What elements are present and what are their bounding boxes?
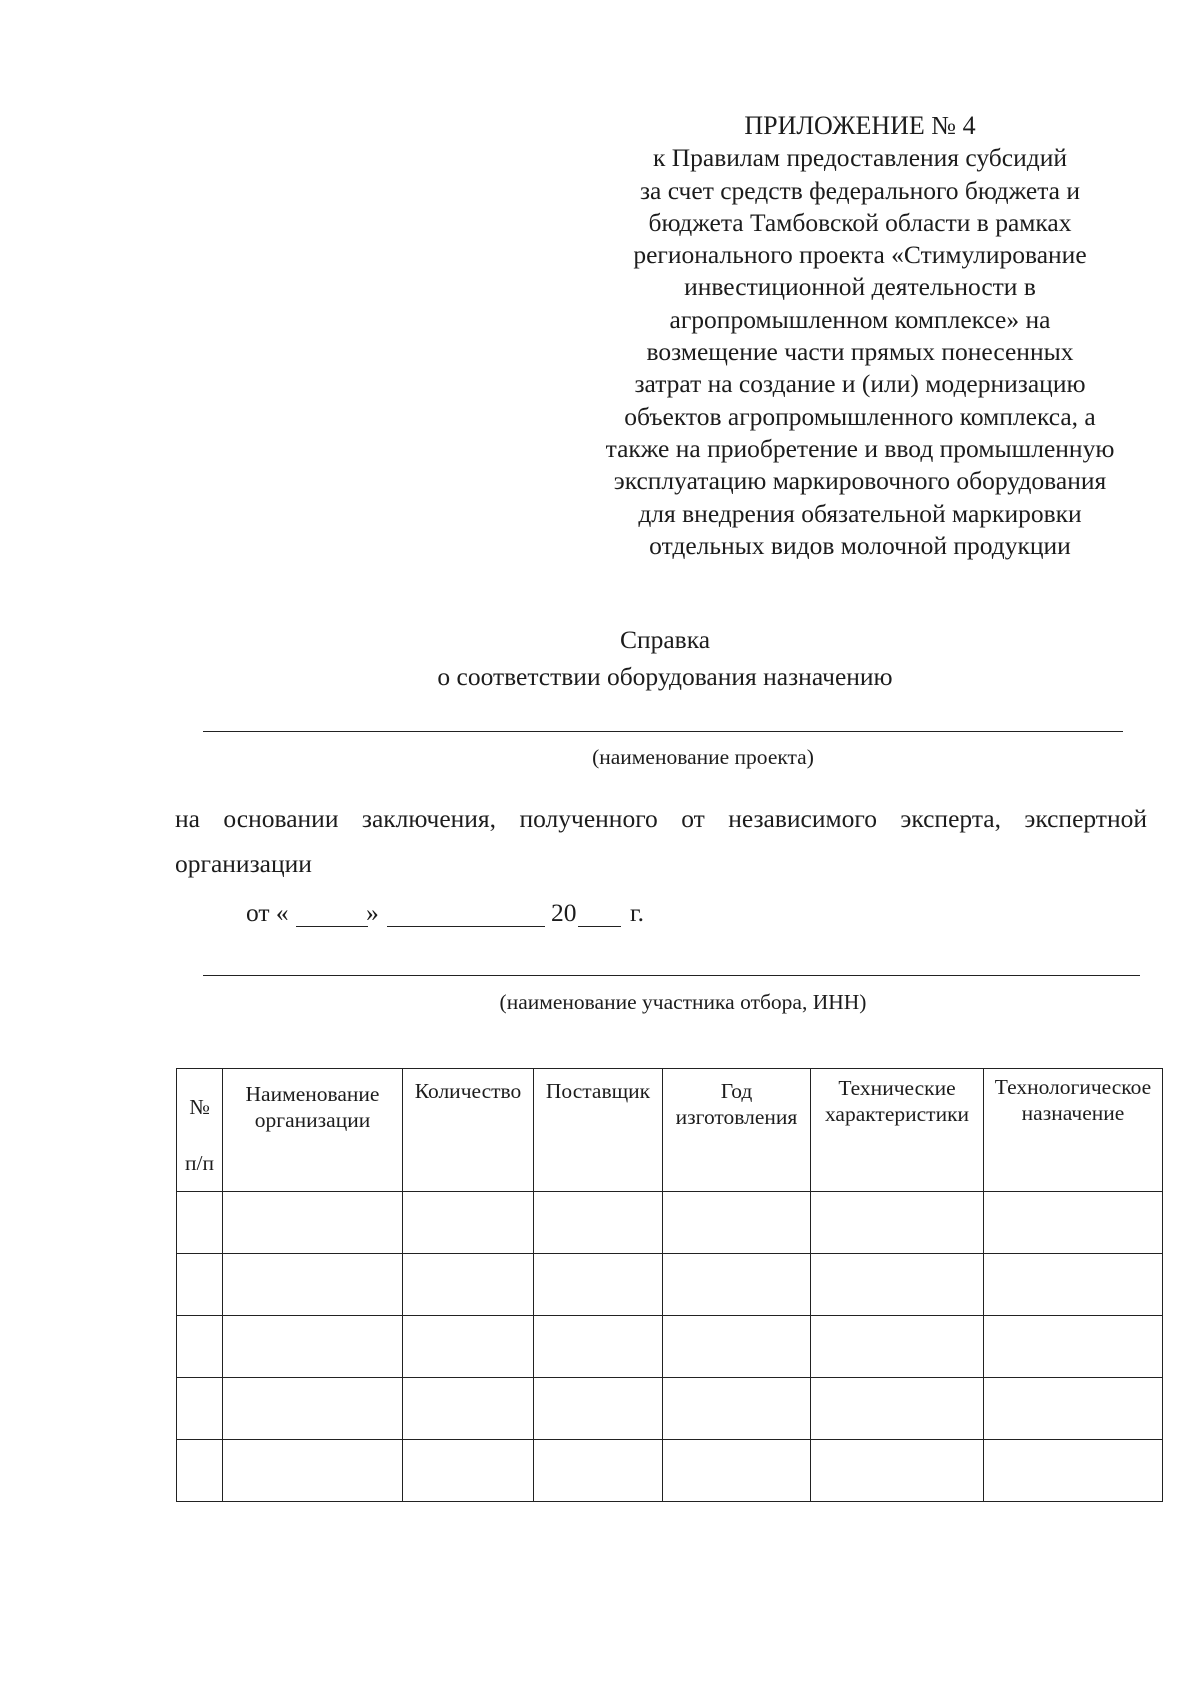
table-cell[interactable] [177,1192,223,1254]
document-subtitle: о соответствии оборудования назначению [437,662,893,691]
header-year-line2: изготовления [675,1105,798,1129]
appendix-block [575,110,1145,562]
header-technological-purpose [984,1069,1163,1192]
table-cell[interactable] [403,1192,534,1254]
appendix-line: также на приобретение и ввод промышленную [605,433,1115,463]
appendix-line: возмещение части прямых понесенных [646,337,1074,367]
header-supplier-line1: Поставщик [545,1079,651,1103]
table-cell[interactable] [534,1440,663,1502]
appendix-line: агропромышленном комплексе» на [669,304,1051,334]
table-cell[interactable] [663,1440,811,1502]
table-row [177,1192,1163,1254]
table-cell[interactable] [223,1440,403,1502]
table-cell[interactable] [177,1440,223,1502]
date-suffix: г. [630,898,644,927]
project-name-field[interactable] [203,731,1123,732]
header-manufacture-year [663,1069,811,1192]
header-organization-line2: организации [254,1108,371,1132]
header-organization [223,1069,403,1192]
participant-name-caption: (наименование участника отбора, ИНН) [499,990,867,1014]
header-technical-line1: Технические [838,1076,956,1100]
header-quantity-line1: Количество [414,1079,522,1103]
table-header-row [177,1069,1163,1192]
header-technical-line2: характеристики [824,1102,970,1126]
appendix-line: инвестиционной деятельности в [684,272,1036,302]
table-cell[interactable] [984,1316,1163,1378]
basis-text-line-2: организации [175,849,312,878]
header-organization-line1: Наименование [245,1082,380,1106]
table-cell[interactable] [534,1378,663,1440]
table-cell[interactable] [223,1254,403,1316]
date-day-field[interactable] [296,926,368,927]
appendix-line: отдельных видов молочной продукции [649,530,1071,560]
date-prefix: от « [246,898,289,927]
table-cell[interactable] [663,1378,811,1440]
table-cell[interactable] [663,1192,811,1254]
appendix-line: объектов агропромышленного комплекса, а [624,401,1096,431]
table-cell[interactable] [177,1316,223,1378]
header-number-line2: п/п [185,1151,214,1175]
appendix-line: бюджета Тамбовской области в рамках [648,207,1072,237]
project-name-caption: (наименование проекта) [592,745,814,769]
table-cell[interactable] [534,1254,663,1316]
table-cell[interactable] [811,1254,984,1316]
table-cell[interactable] [984,1378,1163,1440]
header-technical-characteristics [811,1069,984,1192]
table-cell[interactable] [984,1254,1163,1316]
header-number-line1: № [189,1095,210,1119]
appendix-line: регионального проекта «Стимулирование [633,240,1087,270]
header-quantity [403,1069,534,1192]
table-row [177,1254,1163,1316]
basis-text-line-1: на основании заключения, полученного от независимого эксперта, экспертной [175,804,1147,833]
table-row [177,1378,1163,1440]
date-year-field[interactable] [578,926,621,927]
equipment-table [176,1068,1163,1502]
date-month-field[interactable] [387,926,545,927]
appendix-line: к Правилам предоставления субсидий [652,143,1068,173]
participant-name-field[interactable] [203,975,1140,976]
table-cell[interactable] [534,1192,663,1254]
table-cell[interactable] [984,1192,1163,1254]
table-row [177,1316,1163,1378]
table-cell[interactable] [223,1316,403,1378]
table-cell[interactable] [403,1254,534,1316]
table-cell[interactable] [663,1254,811,1316]
appendix-line: затрат на создание и (или) модернизацию [634,369,1086,399]
table-cell[interactable] [223,1378,403,1440]
table-cell[interactable] [663,1316,811,1378]
appendix-line: для внедрения обязательной маркировки [638,498,1082,528]
appendix-line: за счет средств федерального бюджета и [639,175,1081,205]
header-purpose-line1: Технологическое [994,1075,1152,1099]
header-number [177,1069,223,1192]
header-year-line1: Год [720,1079,753,1103]
date-year-prefix: 20 [551,898,577,927]
date-close-quote: » [366,898,379,927]
table-cell[interactable] [403,1440,534,1502]
table-cell[interactable] [984,1440,1163,1502]
header-purpose-line2: назначение [1021,1101,1125,1125]
table-cell[interactable] [223,1192,403,1254]
table-cell[interactable] [811,1440,984,1502]
table-cell[interactable] [177,1378,223,1440]
table-cell[interactable] [403,1316,534,1378]
table-cell[interactable] [811,1192,984,1254]
header-supplier [534,1069,663,1192]
table-cell[interactable] [403,1378,534,1440]
table-cell[interactable] [811,1378,984,1440]
table-cell[interactable] [534,1316,663,1378]
appendix-title: ПРИЛОЖЕНИЕ № 4 [744,111,976,140]
table-cell[interactable] [177,1254,223,1316]
document-title: Справка [619,625,711,654]
table-cell[interactable] [811,1316,984,1378]
table-row [177,1440,1163,1502]
appendix-line: эксплуатацию маркировочного оборудования [613,466,1107,496]
